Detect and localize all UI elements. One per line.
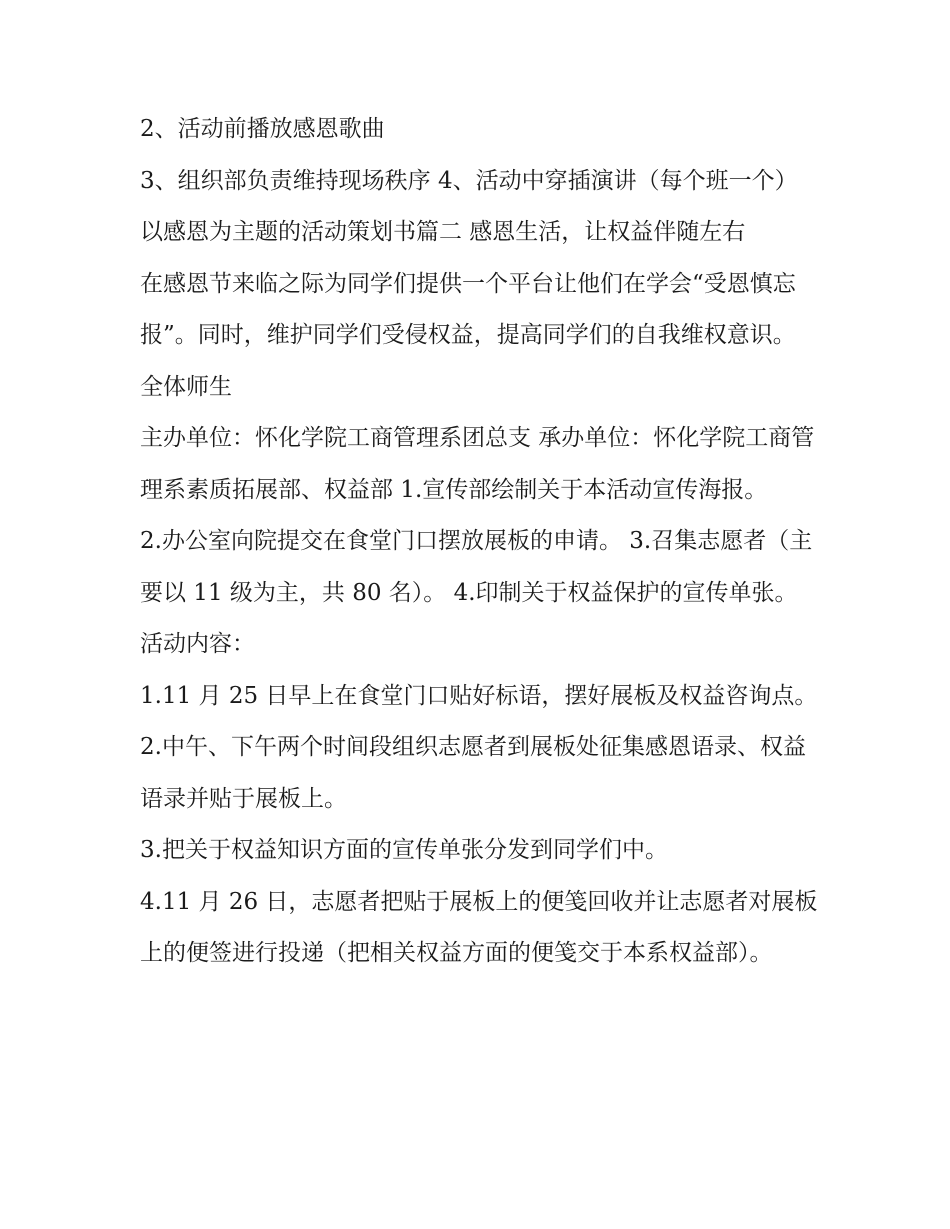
paragraph-organizers: 主办单位：怀化学院工商管理系团总支 承办单位：怀化学院工商管理系素质拓展部、权益部 1.宣传部绘制关于本活动宣传海报。 [140, 425, 815, 503]
paragraph-purpose: 在感恩节来临之际为同学们提供一个平台让他们在学会“受恩慎忘报”。同时，维护同学们受侵权益，提高同学们的自我维权意识。 全体师生 [140, 270, 804, 400]
paragraph-preparation: 2.办公室向院提交在食堂门口摆放展板的申请。 3.召集志愿者（主要以 11 级为主，共 80 名）。 4.印制关于权益保护的宣传单张。 活动内容： [140, 528, 813, 657]
paragraph-order-and-speech: 3、组织部负责维持现场秩序 4、活动中穿插演讲（每个班一个） 以感恩为主题的活动策划书篇二 感恩生活，让权益伴随左右 [140, 167, 805, 245]
paragraph-content-step-1-2: 1.11 月 25 日早上在食堂门口贴好标语，摆好展板及权益咨询点。 2.中午、下午两个时间段组织志愿者到展板处征集感恩语录、权益语录并贴于展板上。 [140, 682, 825, 812]
paragraph-content-step-3: 3.把关于权益知识方面的宣传单张分发到同学们中。 [140, 837, 668, 863]
paragraph-content-step-4: 4.11 月 26 日，志愿者把贴于展板上的便笺回收并让志愿者对展板上的便签进行投递（把相关权益方面的便笺交于本系权益部）。 [140, 888, 818, 966]
paragraph-activity-song: 2、活动前播放感恩歌曲 [140, 116, 385, 142]
document-body [140, 104, 825, 980]
